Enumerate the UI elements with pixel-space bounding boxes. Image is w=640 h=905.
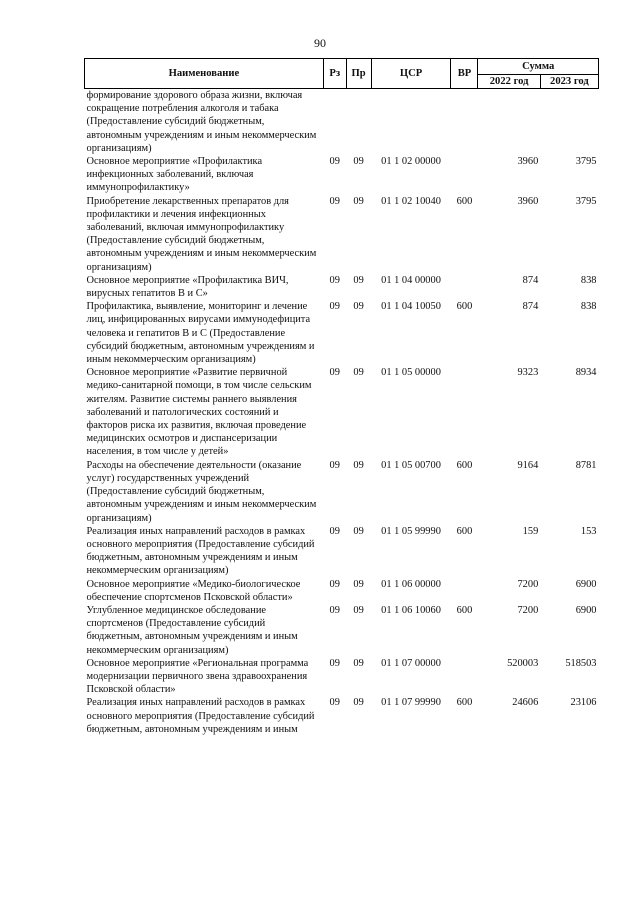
cell-rz: 09 [329,156,340,168]
cell-csr: 01 1 06 10060 [381,604,441,616]
table-row [85,274,599,300]
cell-rz: 09 [329,525,340,537]
cell-name: Основное мероприятие «Профилактика ВИЧ, вирусных гепатитов В и С» [86,274,289,300]
table-row [85,366,599,458]
cell-vr [451,274,478,300]
cell-rz: 09 [329,367,340,379]
cell-sum-2023: 6900 [575,578,597,590]
header-year-2022: 2022 год [478,75,540,89]
cell-name: Расходы на обеспечение деятельности (оказание услуг) государственных учреждений (Предоставление субсидий бюджетным, автономным учреждениям и иным некоммерческим организациям) [86,459,317,524]
cell-vr [451,657,478,697]
header-csr: ЦСР [371,59,451,89]
cell-pr: 09 [353,195,364,207]
cell-vr: 600 [456,697,473,709]
cell-name: Приобретение лекарственных препаратов для профилактики и лечения инфекционных заболеваний, включая иммунопрофилактику (Предоставление субсидий бюджетным, автономным учреждениям и иным некоммерческим организациям) [86,195,317,273]
cell-sum-2022: 24606 [512,697,539,709]
cell-pr: 09 [353,274,364,286]
table-row [85,300,599,366]
cell-name: Профилактика, выявление, мониторинг и лечение лиц, инфицированных вирусами иммунодефицита человека и гепатитов В и С (Предоставление субсидий бюджетным, автономным учреждениям и иным некоммерческим организациям) [86,301,315,366]
table-row [85,696,599,736]
cell-rz: 09 [329,578,340,590]
table-row [85,604,599,657]
cell-pr [346,89,371,156]
table-row [85,89,599,156]
cell-vr [451,155,478,195]
cell-sum-2022: 159 [522,525,539,537]
cell-rz [323,89,346,156]
cell-pr: 09 [353,367,364,379]
cell-sum-2023: 8781 [575,459,597,471]
cell-csr: 01 1 05 99990 [381,525,441,537]
cell-pr: 09 [353,156,364,168]
cell-vr: 600 [456,604,473,616]
cell-pr: 09 [353,578,364,590]
cell-csr: 01 1 02 10040 [381,195,441,207]
cell-sum-2023: 6900 [575,604,597,616]
cell-csr: 01 1 07 99990 [381,697,441,709]
cell-csr: 01 1 04 00000 [381,274,441,286]
cell-rz: 09 [329,274,340,286]
cell-vr: 600 [456,525,473,537]
cell-sum-2022: 7200 [517,578,539,590]
cell-sum-2022: 520003 [507,657,539,669]
header-name: Наименование [85,59,324,89]
cell-pr: 09 [353,604,364,616]
table-row [85,459,599,525]
cell-rz: 09 [329,604,340,616]
cell-pr: 09 [353,697,364,709]
cell-vr: 600 [456,301,473,313]
page-number: 90 [314,36,326,50]
cell-sum-2023: 518503 [565,657,597,669]
table-row [85,155,599,195]
cell-name: формирование здорового образа жизни, включая сокращение потребления алкоголя и табака (Предоставление субсидий бюджетным, автономным учреждениям и иным некоммерческим организациям) [86,90,317,154]
cell-sum-2023: 838 [580,301,597,313]
cell-vr [451,89,478,156]
cell-name: Углубленное медицинское обследование спортсменов (Предоставление субсидий бюджетным, автономным учреждениям и иным некоммерческим организациям) [86,604,298,656]
table-row [85,195,599,274]
cell-sum-2022 [478,89,540,156]
cell-csr: 01 1 04 10050 [381,301,441,313]
cell-name: Основное мероприятие «Профилактика инфекционных заболеваний, включая иммунопрофилактику» [86,156,263,194]
cell-vr: 600 [456,195,473,207]
cell-csr: 01 1 02 00000 [381,156,441,168]
header-year-2023: 2023 год [540,75,598,89]
cell-sum-2022: 3960 [517,195,539,207]
cell-sum-2023: 3795 [575,195,597,207]
cell-vr [451,366,478,458]
cell-sum-2023: 153 [580,525,597,537]
cell-sum-2022: 3960 [517,156,539,168]
header-rz: Рз [323,59,346,89]
cell-pr: 09 [353,301,364,313]
cell-rz: 09 [329,697,340,709]
cell-sum-2022: 874 [522,301,539,313]
cell-sum-2023: 838 [580,274,597,286]
table-body [85,89,599,736]
cell-csr: 01 1 07 00000 [381,657,441,669]
cell-sum-2022: 9323 [517,367,539,379]
table-row [85,525,599,578]
cell-name: Основное мероприятие «Развитие первичной медико-санитарной помощи, в том числе сельским жителям. Развитие системы раннего выявления заболеваний и патологических состояний и факторов риска их развития, включая проведение медицинских осмотров и диспансеризации населения, в том числе у детей» [86,367,312,458]
header-vr: ВР [451,59,478,89]
cell-rz: 09 [329,657,340,669]
cell-rz: 09 [329,459,340,471]
cell-sum-2022: 7200 [517,604,539,616]
header-pr: Пр [346,59,371,89]
table-row [85,657,599,697]
cell-rz: 09 [329,301,340,313]
cell-sum-2022: 874 [522,274,539,286]
cell-name: Основное мероприятие «Региональная программа модернизации первичного звена здравоохранения Псковской области» [86,657,309,696]
cell-name: Основное мероприятие «Медико-биологическое обеспечение спортсменов Псковской области» [86,578,301,603]
cell-name: Реализация иных направлений расходов в рамках основного мероприятия (Предоставление субсидий бюджетным, автономным учреждениям и иным [86,697,315,735]
cell-sum-2023: 8934 [575,367,597,379]
cell-csr: 01 1 05 00700 [381,459,441,471]
cell-csr: 01 1 06 00000 [381,578,441,590]
table-header [85,59,599,89]
cell-csr [371,89,451,156]
header-sum: Сумма [478,59,599,75]
budget-table [84,58,599,736]
cell-vr [451,578,478,604]
cell-pr: 09 [353,525,364,537]
cell-sum-2023 [540,89,598,156]
cell-vr: 600 [456,459,473,471]
cell-sum-2023: 3795 [575,156,597,168]
cell-csr: 01 1 05 00000 [381,367,441,379]
cell-sum-2022: 9164 [517,459,539,471]
cell-name: Реализация иных направлений расходов в рамках основного мероприятия (Предоставление субсидий бюджетным, автономным учреждениям и иным некоммерческим организациям) [86,525,315,577]
cell-sum-2023: 23106 [570,697,597,709]
cell-pr: 09 [353,459,364,471]
cell-pr: 09 [353,657,364,669]
table-row [85,578,599,604]
cell-rz: 09 [329,195,340,207]
